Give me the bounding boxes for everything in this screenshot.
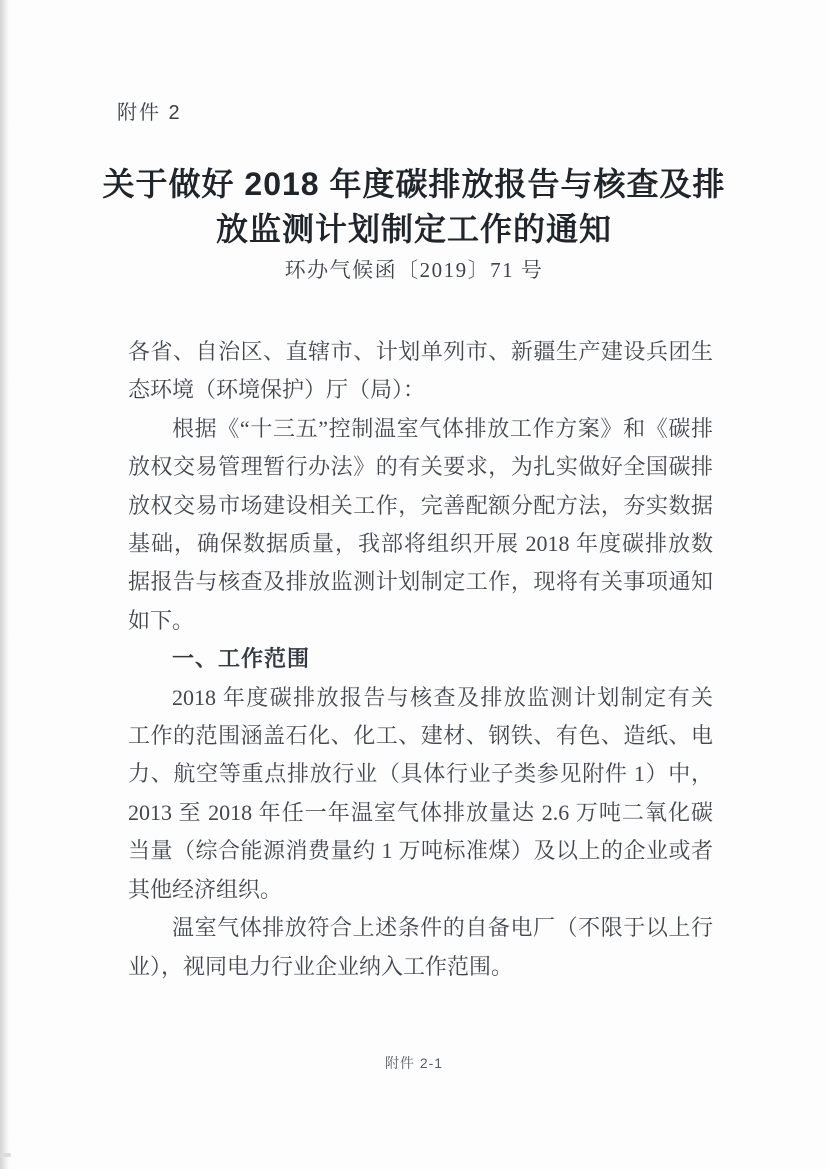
body-line: 2018 年度碳排放报告与核查及排放监测计划制定有关 [172, 684, 713, 710]
body-line: 如下。 [128, 607, 195, 633]
body-line: 其他经济组织。 [128, 876, 283, 902]
body-line: 放权交易市场建设相关工作，完善配额分配方法，夯实数据 [128, 492, 713, 518]
body-line: 业），视同电力行业企业纳入工作范围。 [128, 953, 514, 979]
body-line: 根据《“十三五”控制温室气体排放工作方案》和《碳排 [172, 415, 713, 441]
document-title-line-2: 放监测计划制定工作的通知 [215, 211, 612, 247]
scan-edge-shadow [0, 0, 9, 1169]
body-line: 2013 至 2018 年任一年温室气体排放量达 2.6 万吨二氧化碳 [128, 799, 713, 825]
body-line: 放权交易管理暂行办法》的有关要求，为扎实做好全国碳排 [128, 454, 713, 480]
body-line: 基础，确保数据质量，我部将组织开展 2018 年度碳排放数 [128, 531, 713, 557]
body-line: 温室气体排放符合上述条件的自备电厂（不限于以上行 [172, 915, 713, 941]
body-line: 据报告与核查及排放监测计划制定工作，现将有关事项通知 [128, 569, 713, 595]
body-line: 工作的范围涵盖石化、化工、建材、钢铁、有色、造纸、电 [128, 723, 713, 749]
document-body [128, 333, 713, 986]
body-line: 力、航空等重点排放行业（具体行业子类参见附件 1）中， [128, 761, 713, 787]
page-footer-label: 附件 2-1 [384, 1055, 444, 1071]
section-heading: 一、工作范围 [172, 646, 311, 672]
scan-edge-artifact [0, 1153, 11, 1157]
document-title [60, 162, 768, 252]
attachment-label: 附件 2 [117, 102, 182, 124]
body-line: 各省、自治区、直辖市、计划单列市、新疆生产建设兵团生 [128, 339, 713, 364]
body-line: 当量（综合能源消费量约 1 万吨标准煤）及以上的企业或者 [128, 838, 713, 864]
document-number: 环办气候函〔2019〕71 号 [284, 258, 544, 282]
document-title-line-1: 关于做好 2018 年度碳排放报告与核查及排 [102, 166, 726, 202]
body-line: 态环境（环境保护）厅（局）： [128, 377, 426, 403]
